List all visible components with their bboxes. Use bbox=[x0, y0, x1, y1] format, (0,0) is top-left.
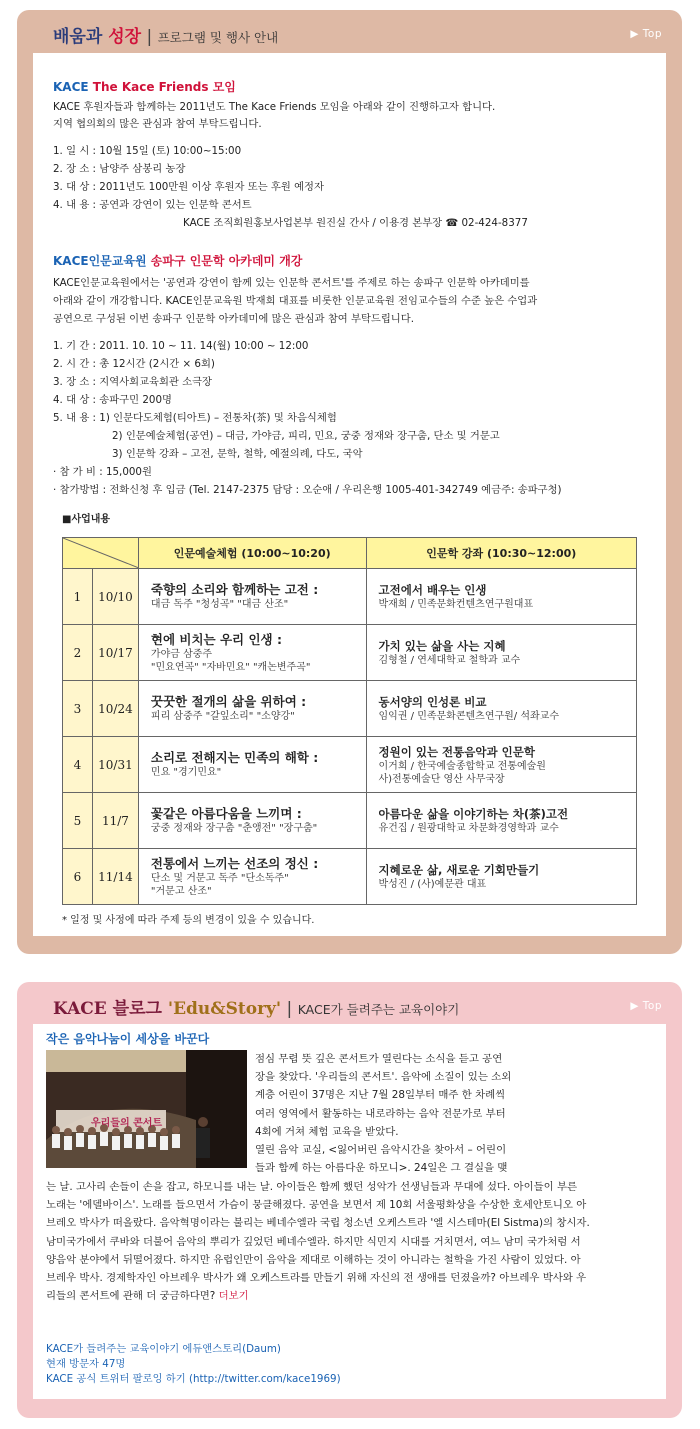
lecture-title: 지혜로운 삶, 새로운 기회만들기 bbox=[378, 863, 540, 877]
lecturer: 박성진 / (사)예문관 대표 bbox=[378, 879, 487, 890]
program-panel bbox=[17, 10, 682, 954]
detail-line: 1. 일 시 : 10월 15일 (토) 10:00~15:00 bbox=[53, 145, 242, 157]
article-line: 노래는 '에델바이스'. 노래를 들으면서 가슴이 뭉클해졌다. 공연을 보면서 제 10회 서울평화상을 수상한 호세안토니오 아 bbox=[46, 1199, 587, 1212]
performance-cell bbox=[138, 793, 366, 849]
performance-title: 현에 비치는 우리 인생 : bbox=[150, 631, 282, 647]
lecture-title: 동서양의 인성론 비교 bbox=[378, 695, 487, 709]
performance-cell bbox=[138, 625, 366, 681]
detail-line: 1. 기 간 : 2011. 10. 10 ~ 11. 14(월) 10:00 ~ 12:00 bbox=[53, 340, 309, 352]
performance-desc: 단소 및 거문고 독주 "단소독주" bbox=[150, 872, 289, 884]
intro-line: KACE인문교육원에서는 '공연과 강연이 함께 있는 인문학 콘서트'를 주제로 하는 송파구 인문학 아카데미를 bbox=[53, 277, 530, 289]
lecture-title: 가치 있는 삶을 사는 지혜 bbox=[378, 639, 506, 653]
twitter-link[interactable]: KACE 공식 트위터 팔로잉 하기 (http://twitter.com/kace1969) bbox=[46, 1373, 341, 1385]
article-line: 브레우 박사. 경제학자인 아브레우 박사가 왜 오케스트라를 만들기 위해 자신의 전 생애를 던졌을까? 아브레우 박사와 우 bbox=[46, 1272, 587, 1285]
article-line: 는 날. 고사리 손들이 손을 잡고, 하모니를 내는 날. 아이들은 함께 했던 성악가 선생님들과 무대에 섰다. 아이들이 부른 bbox=[46, 1181, 578, 1193]
schedule-table bbox=[62, 537, 637, 905]
program-panel-subtitle: 프로그램 및 행사 안내 bbox=[157, 30, 279, 45]
lecturer: 유건집 / 원광대학교 차문화경영학과 교수 bbox=[378, 823, 559, 834]
session-number: 6 bbox=[63, 849, 93, 905]
performance-cell bbox=[138, 569, 366, 625]
schedule-row bbox=[63, 737, 637, 793]
program-content bbox=[33, 53, 666, 936]
performance-desc: "거문고 산조" bbox=[150, 885, 212, 897]
section-title-blue: KACE인문교육원 bbox=[53, 254, 151, 268]
intro-line: 공연으로 구성된 이번 송파구 인문학 아카데미에 많은 관심과 참여 부탁드립니다. bbox=[53, 313, 414, 325]
lecturer: 이거희 / 한국예술종합학교 전통예술원 bbox=[378, 760, 546, 772]
article-line: 남미국가에서 쿠바와 더불어 음악의 뿌리가 깊었던 베네수엘라. 하지만 식민지 시대를 거치면서, 여느 남미 국가처럼 서 bbox=[46, 1235, 581, 1248]
article-line: 4회에 거쳐 체험 교육을 받았다. bbox=[255, 1125, 399, 1138]
intro-line: 지역 협의회의 많은 관심과 참여 부탁드립니다. bbox=[53, 118, 262, 130]
fee-line: · 참 가 비 : 15,000원 bbox=[53, 466, 152, 478]
lecture-cell bbox=[366, 681, 637, 737]
table-corner bbox=[63, 538, 139, 569]
table-header-row bbox=[63, 538, 637, 569]
intro-line: 아래와 같이 개강합니다. KACE인문교육원 박재희 대표를 비롯한 인문교육원 전임교수들의 수준 높은 수업과 bbox=[53, 295, 538, 307]
performance-desc: 궁중 정재와 장구춤 "춘앵전" "장구춤" bbox=[150, 823, 318, 834]
performance-desc: 민요 "경기민요" bbox=[150, 767, 222, 778]
detail-line: 3. 장 소 : 지역사회교육회관 소극장 bbox=[53, 376, 212, 388]
program-panel-header bbox=[17, 10, 682, 52]
lecturer: 임익권 / 민족문화콘텐츠연구원/ 석좌교수 bbox=[378, 711, 559, 722]
session-number: 3 bbox=[63, 681, 93, 737]
detail-line: 2. 장 소 : 남양주 삼봉리 농장 bbox=[53, 163, 186, 175]
session-date: 10/10 bbox=[92, 569, 138, 625]
detail-line: 2) 인문예술체험(공연) – 대금, 가야금, 피리, 민요, 궁중 정재와 장구춤, 단소 및 거문고 bbox=[112, 430, 500, 442]
schedule-row bbox=[63, 681, 637, 737]
top-link[interactable]: ▶ Top bbox=[630, 28, 662, 40]
article-line: 점심 무렵 뜻 깊은 콘서트가 열린다는 소식을 듣고 공연 bbox=[255, 1053, 503, 1065]
concert-photo bbox=[46, 1050, 247, 1168]
section-title-kace-friends bbox=[53, 78, 236, 95]
session-date: 10/24 bbox=[92, 681, 138, 737]
lecture-title: 고전에서 배우는 인생 bbox=[378, 583, 487, 597]
performance-title: 소리로 전해지는 민족의 해학 : bbox=[150, 750, 319, 765]
corner-diagonal bbox=[63, 538, 139, 568]
article-line: 브레오 박사가 떠올랐다. 음악혁명이라는 불리는 베네수엘라 국립 청소년 오케스트라 '엘 시스테마(El Sistma)의 창시자. bbox=[46, 1217, 590, 1230]
performance-cell bbox=[138, 849, 366, 905]
detail-line: 3) 인문학 강좌 – 고전, 문학, 철학, 예절의례, 다도, 국악 bbox=[112, 448, 363, 460]
session-date: 11/14 bbox=[92, 849, 138, 905]
session-number: 2 bbox=[63, 625, 93, 681]
detail-line: 4. 대 상 : 송파구민 200명 bbox=[53, 394, 172, 406]
lecture-cell bbox=[366, 737, 637, 793]
article-body-full bbox=[46, 1178, 666, 1305]
title-part-b: 'Edu&Story' bbox=[167, 999, 282, 1019]
lecturer: 박재희 / 민족문화컨텐츠연구원대표 bbox=[378, 599, 534, 610]
lecture-title: 정원이 있는 전통음악과 인문학 bbox=[378, 744, 535, 759]
session-number: 4 bbox=[63, 737, 93, 793]
table-label: ■사업내용 bbox=[62, 514, 111, 525]
session-date: 10/17 bbox=[92, 625, 138, 681]
lecturer: 김형철 / 연세대학교 철학과 교수 bbox=[378, 655, 521, 666]
lecturer: 사)전통예술단 영산 사무국장 bbox=[378, 773, 505, 785]
section-title-academy bbox=[53, 252, 302, 269]
performance-desc: 가야금 삼중주 bbox=[150, 648, 213, 660]
detail-line: 3. 대 상 : 2011년도 100만원 이상 후원자 또는 후원 예정자 bbox=[53, 181, 324, 193]
session-number: 1 bbox=[63, 569, 93, 625]
top-link[interactable]: ▶ Top bbox=[630, 1000, 662, 1012]
performance-title: 죽향의 소리와 함께하는 고전 : bbox=[150, 582, 319, 597]
contact-line: KACE 조직회원홍보사업본부 원진실 간사 / 이용경 본부장 ☎ 02-424-8377 bbox=[183, 217, 528, 229]
title-separator: | bbox=[141, 27, 158, 47]
title-part-a: KACE 블로그 bbox=[53, 999, 168, 1019]
session-number: 5 bbox=[63, 793, 93, 849]
article-line: 리들의 콘서트에 관해 더 궁금하다면? bbox=[46, 1290, 219, 1303]
blog-panel-subtitle: KACE가 들려주는 교육이야기 bbox=[297, 1002, 460, 1017]
article-line: 장을 찾았다. '우리들의 콘서트'. 음악에 소질이 있는 소외 bbox=[255, 1071, 512, 1084]
detail-line: 2. 시 간 : 총 12시간 (2시간 × 6회) bbox=[53, 358, 215, 370]
lecture-cell bbox=[366, 625, 637, 681]
article-line: 여러 영역에서 활동하는 내로라하는 음악 전문가로 부터 bbox=[255, 1107, 506, 1120]
lecture-cell bbox=[366, 849, 637, 905]
session-date: 10/31 bbox=[92, 737, 138, 793]
performance-desc: 대금 독주 "청성곡" "대금 산조" bbox=[150, 599, 289, 610]
detail-line: 4. 내 용 : 공연과 강연이 있는 인문학 콘서트 bbox=[53, 199, 252, 211]
detail-line: 5. 내 용 : 1) 인문다도체험(티아트) – 전통차(茶) 및 차음식체험 bbox=[53, 412, 337, 424]
schedule-row bbox=[63, 793, 637, 849]
performance-desc: 피리 삼중주 "갈잎소리" "소양강" bbox=[150, 711, 295, 722]
method-line: · 참가방법 : 전화신청 후 입금 (Tel. 2147-2375 담당 : 오순애 / 우리은행 1005-401-342749 예금주: 송파구청) bbox=[53, 484, 562, 496]
performance-desc: "민요연곡" "자바민요" "캐논변주곡" bbox=[150, 661, 311, 673]
article-line: 양음악 분야에서 뒤떨어졌다. 하지만 유럽인만이 음악을 제대로 이해하는 것이 아니라는 철학을 가진 사람이 있었다. 아 bbox=[46, 1253, 581, 1266]
schedule-row bbox=[63, 849, 637, 905]
blog-panel-header bbox=[17, 982, 682, 1024]
column-header-lecture: 인문학 강좌 (10:30~12:00) bbox=[366, 538, 637, 569]
program-panel-title bbox=[53, 22, 278, 47]
article-line: 들과 함께 하는 아름다운 하모니>. 24일은 그 결실을 맺 bbox=[255, 1162, 508, 1175]
title-part-b: 성장 bbox=[108, 27, 142, 47]
blog-link[interactable]: KACE가 들려주는 교육이야기 에듀앤스토리(Daum) bbox=[46, 1343, 281, 1355]
performance-title: 전통에서 느끼는 선조의 정신 : bbox=[150, 855, 319, 871]
section-title-blue: KACE bbox=[53, 80, 93, 94]
article-body-side bbox=[255, 1050, 665, 1177]
title-part-a: 배움과 bbox=[53, 27, 109, 47]
photo-banner-text: 우리들의 콘서트 bbox=[91, 1118, 163, 1129]
performance-cell bbox=[138, 737, 366, 793]
performance-title: 꽃같은 아름다움을 느끼며 : bbox=[150, 806, 302, 821]
schedule-row bbox=[63, 625, 637, 681]
column-header-performance: 인문예술체험 (10:00~10:20) bbox=[138, 538, 366, 569]
article-line: 열린 음악 교실, <잃어버린 음악시간을 찾아서 – 어린이 bbox=[255, 1144, 507, 1157]
blog-panel bbox=[17, 982, 682, 1418]
article-last-line bbox=[46, 1287, 666, 1305]
lecture-cell bbox=[366, 793, 637, 849]
read-more-link[interactable]: 더보기 bbox=[218, 1290, 249, 1303]
section-title-red: 송파구 인문학 아카데미 개강 bbox=[150, 254, 303, 268]
article-title: 작은 음악나눔이 세상을 바꾼다 bbox=[46, 1032, 210, 1046]
lecture-cell bbox=[366, 569, 637, 625]
title-separator: | bbox=[281, 999, 298, 1019]
intro-line: KACE 후원자들과 함께하는 2011년도 The Kace Friends 모임을 아래와 같이 진행하고자 합니다. bbox=[53, 101, 496, 113]
schedule-row bbox=[63, 569, 637, 625]
visitor-count: 현재 방문자 47명 bbox=[46, 1358, 126, 1370]
session-date: 11/7 bbox=[92, 793, 138, 849]
blog-panel-title bbox=[53, 994, 459, 1019]
lecture-title: 아름다운 삶을 이야기하는 차(茶)고전 bbox=[378, 807, 569, 821]
blog-content bbox=[33, 1024, 666, 1399]
section-title-red: The Kace Friends 모임 bbox=[92, 80, 236, 94]
performance-title: 꿋꿋한 절개의 삶을 위하여 : bbox=[150, 694, 307, 709]
table-note: * 일정 및 사정에 따라 주제 등의 변경이 있을 수 있습니다. bbox=[62, 915, 315, 926]
concert-photo-illustration bbox=[46, 1050, 247, 1168]
article-line: 계층 어린이 37명은 지난 7월 28일부터 매주 한 차례씩 bbox=[255, 1089, 506, 1102]
performance-cell bbox=[138, 681, 366, 737]
